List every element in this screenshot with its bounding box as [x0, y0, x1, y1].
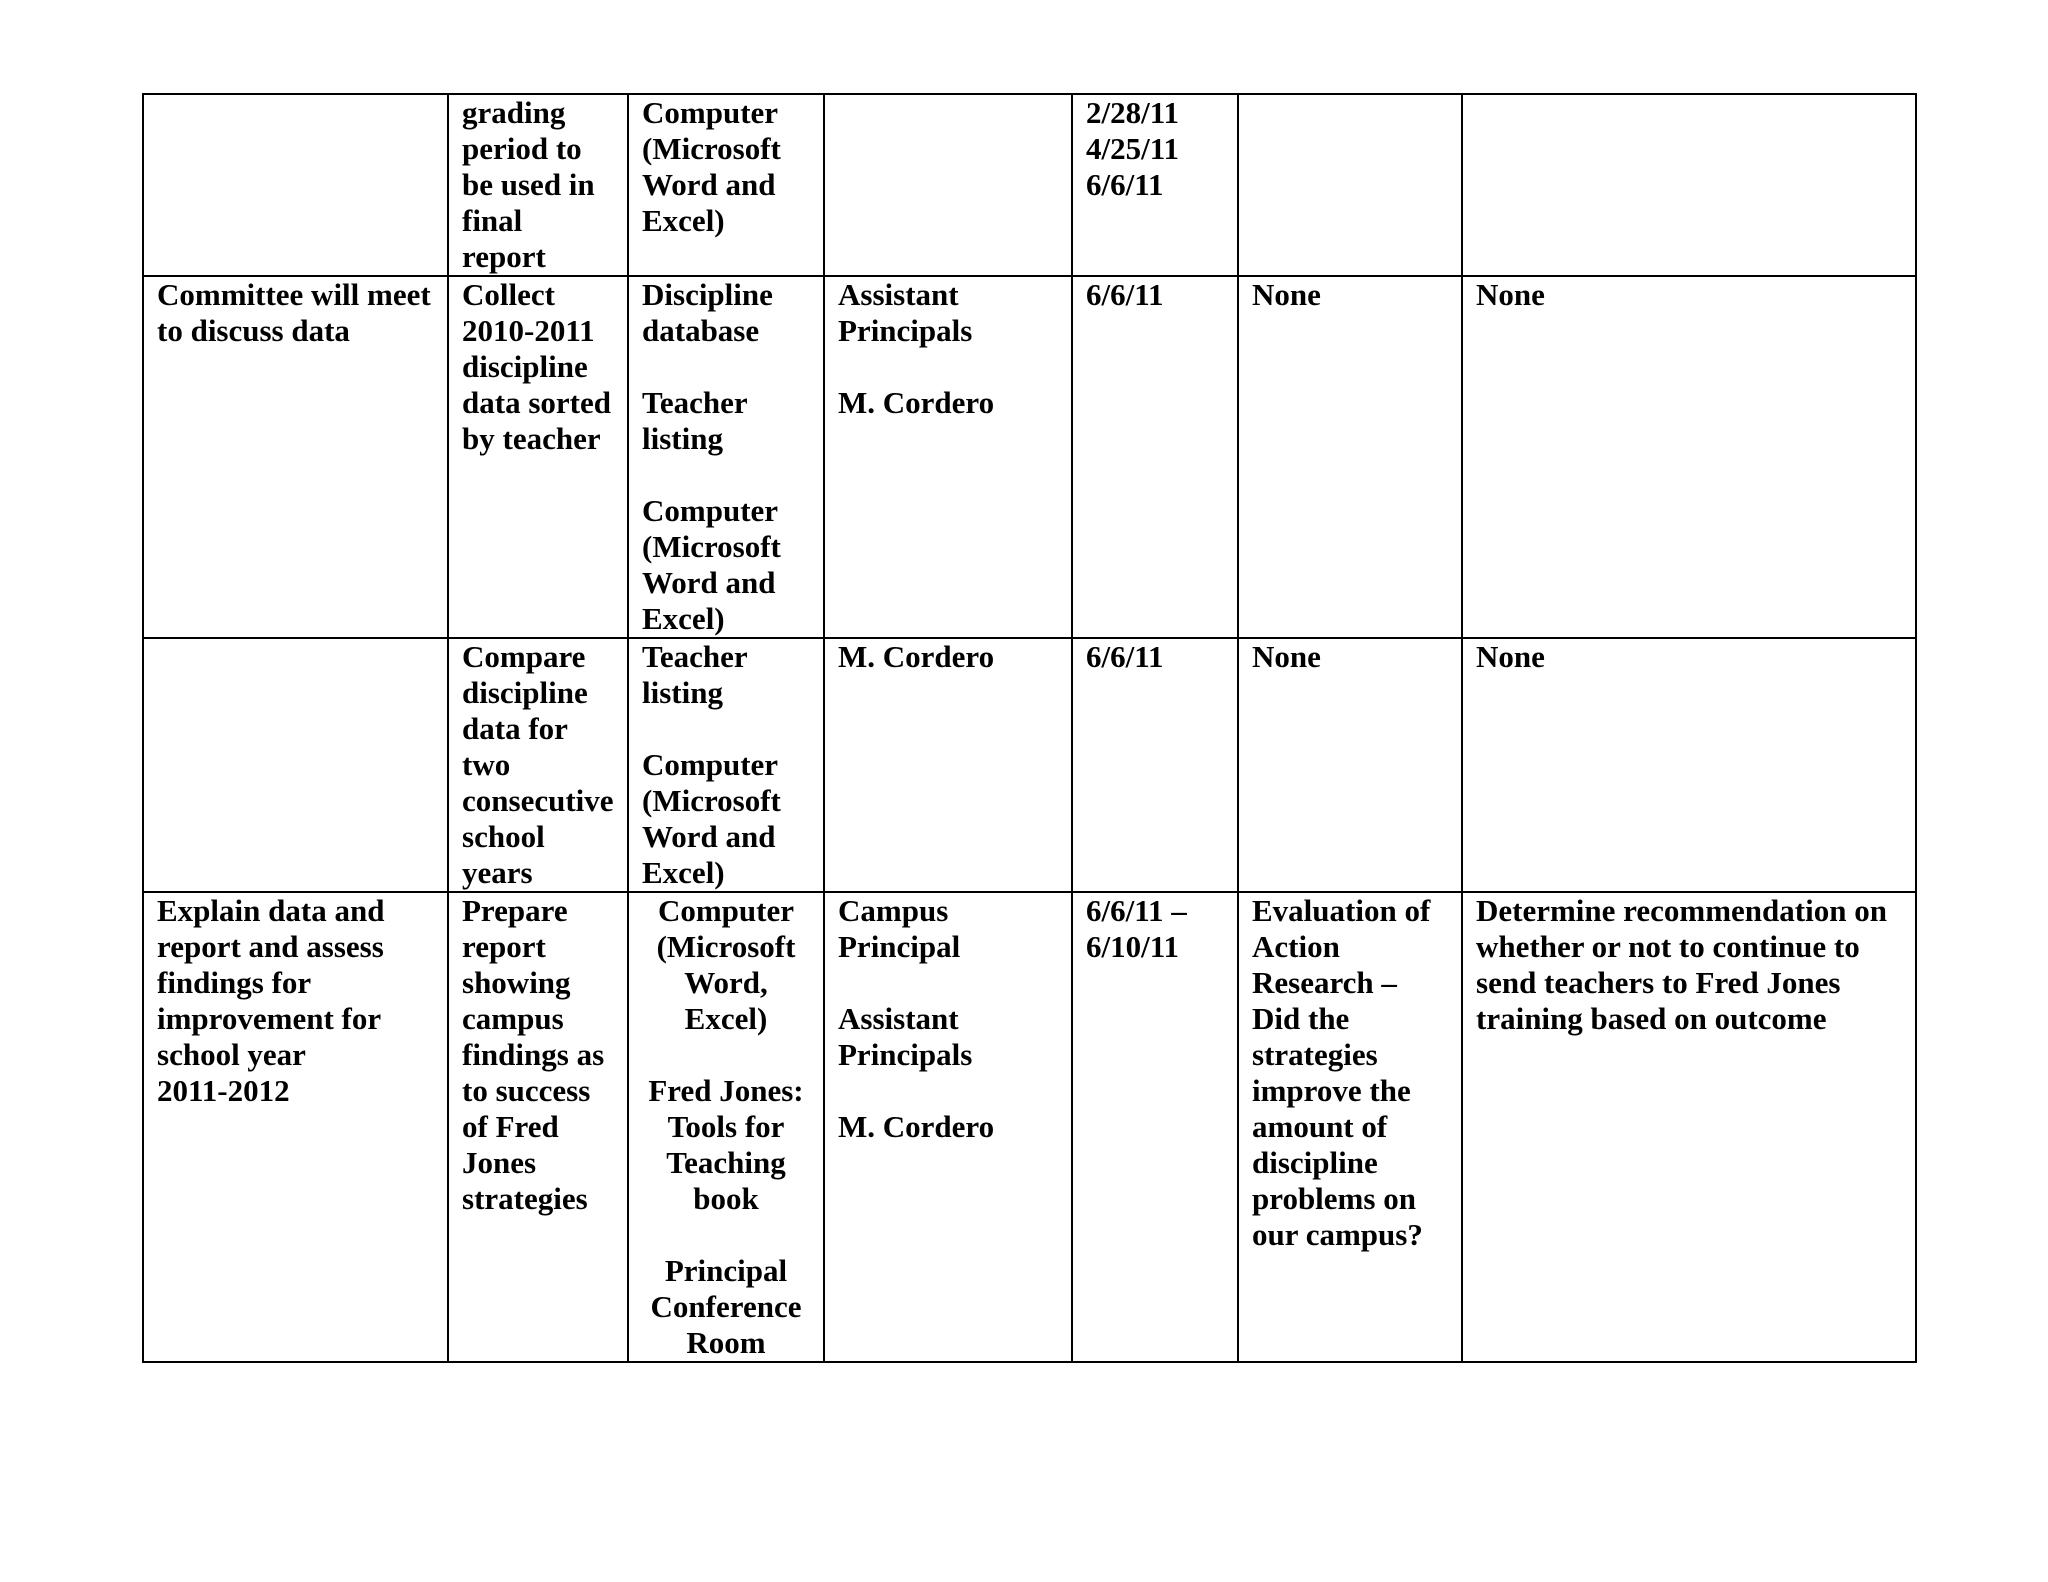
person-responsible-cell — [824, 94, 1072, 276]
activity-cell: grading period to be used in final report — [448, 94, 628, 276]
person-responsible-cell: Assistant Principals M. Cordero — [824, 276, 1072, 638]
activity-cell: Prepare report showing campus findings as to success of Fred Jones strategies — [448, 892, 628, 1362]
table-row — [143, 892, 1916, 1362]
result-cell — [1462, 94, 1916, 276]
evaluation-cell: None — [1238, 638, 1462, 892]
evaluation-cell: Evaluation of Action Research – Did the strategies improve the amount of discipline problems on our campus? — [1238, 892, 1462, 1362]
result-cell: None — [1462, 638, 1916, 892]
person-responsible-cell: M. Cordero — [824, 638, 1072, 892]
action-plan-table — [142, 93, 1917, 1363]
evaluation-cell: None — [1238, 276, 1462, 638]
activity-cell: Compare discipline data for two consecutive school years — [448, 638, 628, 892]
person-responsible-cell: Campus Principal Assistant Principals M. Cordero — [824, 892, 1072, 1362]
result-cell: Determine recommendation on whether or not to continue to send teachers to Fred Jones training based on outcome — [1462, 892, 1916, 1362]
table-row — [143, 94, 1916, 276]
resources-cell: Computer (Microsoft Word, Excel) Fred Jones: Tools for Teaching book Principal Conference Room — [628, 892, 824, 1362]
resources-cell: Teacher listing Computer (Microsoft Word and Excel) — [628, 638, 824, 892]
table-row — [143, 276, 1916, 638]
table-row — [143, 638, 1916, 892]
timeline-cell: 6/6/11 — [1072, 638, 1238, 892]
result-cell: None — [1462, 276, 1916, 638]
timeline-cell: 6/6/11 – 6/10/11 — [1072, 892, 1238, 1362]
activity-cell: Collect 2010-2011 discipline data sorted by teacher — [448, 276, 628, 638]
timeline-cell: 6/6/11 — [1072, 276, 1238, 638]
objective-cell — [143, 94, 448, 276]
resources-cell: Discipline database Teacher listing Computer (Microsoft Word and Excel) — [628, 276, 824, 638]
resources-cell: Computer (Microsoft Word and Excel) — [628, 94, 824, 276]
objective-cell: Explain data and report and assess findings for improvement for school year 2011-2012 — [143, 892, 448, 1362]
evaluation-cell — [1238, 94, 1462, 276]
objective-cell: Committee will meet to discuss data — [143, 276, 448, 638]
timeline-cell: 2/28/11 4/25/11 6/6/11 — [1072, 94, 1238, 276]
objective-cell — [143, 638, 448, 892]
